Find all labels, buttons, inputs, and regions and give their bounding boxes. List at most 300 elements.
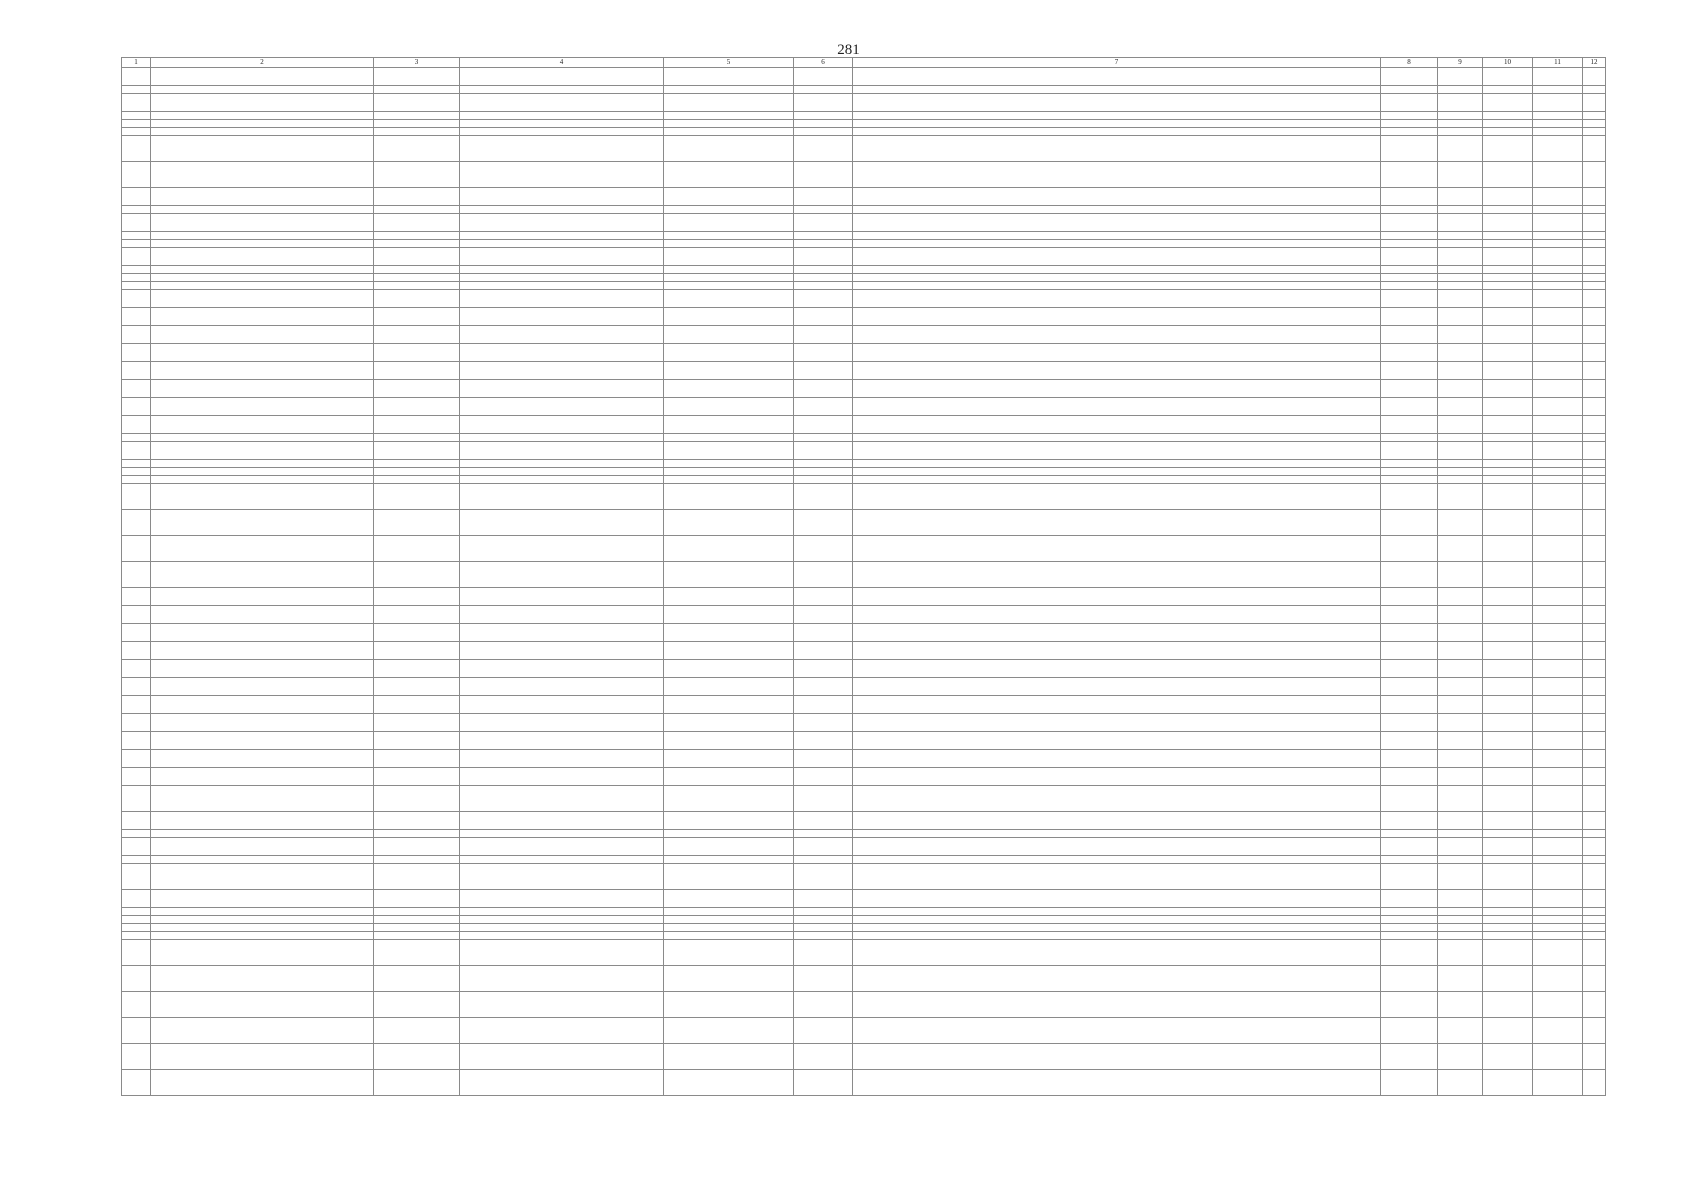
table-cell	[460, 1018, 664, 1044]
table-cell	[374, 120, 460, 128]
table-cell	[853, 188, 1381, 206]
table-cell	[1483, 68, 1533, 86]
table-cell	[122, 660, 151, 678]
table-cell	[151, 442, 374, 460]
table-row	[122, 380, 1606, 398]
table-cell	[1438, 476, 1483, 484]
table-cell	[122, 94, 151, 112]
table-cell	[1438, 940, 1483, 966]
table-cell	[1438, 1070, 1483, 1096]
table-cell	[1438, 380, 1483, 398]
table-cell	[374, 838, 460, 856]
table-cell	[122, 86, 151, 94]
table-cell	[1533, 786, 1583, 812]
table-cell	[1381, 460, 1438, 468]
table-cell	[374, 214, 460, 232]
table-cell	[1483, 460, 1533, 468]
table-cell	[794, 932, 853, 940]
table-row	[122, 1070, 1606, 1096]
table-cell	[460, 966, 664, 992]
table-cell	[853, 916, 1381, 924]
table-cell	[374, 442, 460, 460]
table-cell	[122, 606, 151, 624]
table-cell	[1483, 786, 1533, 812]
table-row	[122, 992, 1606, 1018]
table-cell	[664, 908, 794, 916]
table-cell	[151, 362, 374, 380]
table-cell	[151, 642, 374, 660]
table-cell	[664, 916, 794, 924]
table-cell	[664, 214, 794, 232]
table-row	[122, 916, 1606, 924]
table-cell	[1483, 188, 1533, 206]
table-cell	[1583, 812, 1606, 830]
table-cell	[122, 308, 151, 326]
table-cell	[374, 68, 460, 86]
table-cell	[460, 94, 664, 112]
table-cell	[794, 838, 853, 856]
table-cell	[374, 344, 460, 362]
table-cell	[151, 248, 374, 266]
table-cell	[1483, 966, 1533, 992]
table-row	[122, 476, 1606, 484]
table-cell	[1583, 468, 1606, 476]
table-cell	[460, 484, 664, 510]
table-cell	[1533, 362, 1583, 380]
table-cell	[151, 856, 374, 864]
table-cell	[1438, 136, 1483, 162]
table-cell	[122, 476, 151, 484]
table-cell	[151, 206, 374, 214]
table-cell	[664, 476, 794, 484]
table-cell	[1381, 416, 1438, 434]
table-cell	[1533, 606, 1583, 624]
table-cell	[1438, 750, 1483, 768]
table-cell	[1483, 232, 1533, 240]
table-cell	[151, 274, 374, 282]
table-cell	[1533, 768, 1583, 786]
table-row	[122, 214, 1606, 232]
table-cell	[1381, 188, 1438, 206]
table-cell	[1583, 606, 1606, 624]
table-cell	[664, 266, 794, 274]
table-row	[122, 86, 1606, 94]
table-cell	[1533, 588, 1583, 606]
table-cell	[853, 344, 1381, 362]
table-cell	[1381, 1044, 1438, 1070]
table-cell	[1381, 830, 1438, 838]
table-row	[122, 274, 1606, 282]
table-cell	[374, 908, 460, 916]
table-cell	[1438, 282, 1483, 290]
table-cell	[122, 290, 151, 308]
table-cell	[853, 274, 1381, 282]
table-cell	[853, 468, 1381, 476]
table-cell	[1483, 240, 1533, 248]
table-cell	[1381, 812, 1438, 830]
table-row	[122, 120, 1606, 128]
table-cell	[664, 510, 794, 536]
table-cell	[1438, 678, 1483, 696]
table-cell	[460, 68, 664, 86]
table-cell	[1483, 266, 1533, 274]
table-cell	[794, 510, 853, 536]
table-cell	[1583, 282, 1606, 290]
table-row	[122, 924, 1606, 932]
table-cell	[460, 128, 664, 136]
table-cell	[1381, 266, 1438, 274]
table-cell	[1583, 966, 1606, 992]
table-cell	[794, 890, 853, 908]
table-cell	[1483, 248, 1533, 266]
table-cell	[460, 714, 664, 732]
table-row	[122, 344, 1606, 362]
table-cell	[794, 856, 853, 864]
table-cell	[122, 240, 151, 248]
table-cell	[460, 908, 664, 916]
table-cell	[853, 890, 1381, 908]
table-cell	[1533, 416, 1583, 434]
table-cell	[122, 890, 151, 908]
table-cell	[1583, 434, 1606, 442]
table-cell	[374, 86, 460, 94]
table-cell	[1533, 714, 1583, 732]
table-cell	[1583, 240, 1606, 248]
table-cell	[1483, 588, 1533, 606]
table-cell	[151, 484, 374, 510]
table-cell	[1533, 856, 1583, 864]
table-cell	[122, 120, 151, 128]
table-cell	[1381, 992, 1438, 1018]
table-cell	[1483, 94, 1533, 112]
table-cell	[664, 1070, 794, 1096]
table-cell	[1483, 812, 1533, 830]
table-cell	[1583, 68, 1606, 86]
table-cell	[1381, 344, 1438, 362]
table-cell	[664, 362, 794, 380]
table-cell	[853, 112, 1381, 120]
table-cell	[794, 434, 853, 442]
table-cell	[122, 248, 151, 266]
table-cell	[1381, 308, 1438, 326]
table-cell	[853, 786, 1381, 812]
table-cell	[1583, 484, 1606, 510]
table-cell	[794, 732, 853, 750]
table-cell	[122, 732, 151, 750]
table-cell	[794, 112, 853, 120]
table-cell	[122, 232, 151, 240]
table-cell	[664, 442, 794, 460]
table-cell	[460, 232, 664, 240]
table-cell	[122, 266, 151, 274]
table-cell	[460, 940, 664, 966]
table-cell	[151, 162, 374, 188]
table-cell	[1381, 924, 1438, 932]
table-cell	[122, 282, 151, 290]
table-cell	[1381, 468, 1438, 476]
table-row	[122, 248, 1606, 266]
table-cell	[794, 240, 853, 248]
table-cell	[794, 274, 853, 282]
table-cell	[1533, 86, 1583, 94]
table-cell	[1438, 696, 1483, 714]
table-cell	[122, 1018, 151, 1044]
table-cell	[1438, 588, 1483, 606]
table-cell	[794, 206, 853, 214]
table-cell	[794, 908, 853, 916]
table-cell	[853, 214, 1381, 232]
table-cell	[1583, 924, 1606, 932]
table-cell	[374, 864, 460, 890]
table-cell	[1583, 838, 1606, 856]
table-cell	[374, 362, 460, 380]
table-cell	[374, 232, 460, 240]
table-cell	[374, 714, 460, 732]
table-cell	[151, 660, 374, 678]
table-cell	[1533, 460, 1583, 468]
table-cell	[1381, 890, 1438, 908]
table-cell	[460, 864, 664, 890]
table-cell	[1438, 266, 1483, 274]
table-body	[122, 68, 1606, 1096]
table-cell	[794, 1044, 853, 1070]
table-cell	[1533, 380, 1583, 398]
table-cell	[1583, 398, 1606, 416]
table-cell	[1533, 240, 1583, 248]
table-cell	[374, 266, 460, 274]
table-cell	[664, 460, 794, 468]
table-cell	[1583, 908, 1606, 916]
table-cell	[1583, 266, 1606, 274]
table-cell	[374, 606, 460, 624]
table-cell	[853, 510, 1381, 536]
table-cell	[122, 128, 151, 136]
table-row	[122, 768, 1606, 786]
table-cell	[1438, 992, 1483, 1018]
table-cell	[794, 786, 853, 812]
table-cell	[853, 750, 1381, 768]
table-cell	[1483, 932, 1533, 940]
table-row	[122, 188, 1606, 206]
table-row	[122, 128, 1606, 136]
table-cell	[664, 966, 794, 992]
table-cell	[664, 308, 794, 326]
table-cell	[794, 484, 853, 510]
table-cell	[460, 750, 664, 768]
table-cell	[1533, 966, 1583, 992]
table-row	[122, 890, 1606, 908]
table-cell	[1483, 362, 1533, 380]
table-row	[122, 1044, 1606, 1070]
table-cell	[794, 830, 853, 838]
table-cell	[1438, 924, 1483, 932]
table-cell	[1583, 442, 1606, 460]
table-cell	[853, 812, 1381, 830]
table-cell	[460, 344, 664, 362]
table-cell	[151, 732, 374, 750]
table-cell	[664, 86, 794, 94]
table-cell	[1381, 750, 1438, 768]
table-cell	[664, 188, 794, 206]
table-cell	[151, 562, 374, 588]
table-cell	[1381, 732, 1438, 750]
table-cell	[1583, 460, 1606, 468]
table-cell	[151, 908, 374, 916]
table-cell	[1533, 696, 1583, 714]
table-cell	[664, 398, 794, 416]
table-row	[122, 856, 1606, 864]
table-cell	[1533, 162, 1583, 188]
table-cell	[122, 966, 151, 992]
table-cell	[794, 162, 853, 188]
table-cell	[460, 86, 664, 94]
table-cell	[664, 68, 794, 86]
table-cell	[664, 282, 794, 290]
table-cell	[664, 786, 794, 812]
table-cell	[1533, 274, 1583, 282]
table-cell	[122, 344, 151, 362]
table-cell	[1483, 864, 1533, 890]
table-cell	[151, 232, 374, 240]
table-cell	[460, 924, 664, 932]
table-cell	[460, 468, 664, 476]
table-cell	[374, 830, 460, 838]
table-cell	[460, 678, 664, 696]
table-row	[122, 606, 1606, 624]
table-cell	[1483, 308, 1533, 326]
table-cell	[1381, 434, 1438, 442]
table-cell	[1533, 398, 1583, 416]
column-number: 8	[1381, 58, 1438, 68]
table-cell	[1438, 786, 1483, 812]
table-cell	[151, 864, 374, 890]
table-cell	[151, 750, 374, 768]
table-cell	[1381, 786, 1438, 812]
table-row	[122, 786, 1606, 812]
table-cell	[1381, 768, 1438, 786]
table-cell	[374, 562, 460, 588]
table-cell	[1438, 162, 1483, 188]
table-cell	[794, 266, 853, 274]
table-cell	[1583, 536, 1606, 562]
table-cell	[122, 864, 151, 890]
table-cell	[1533, 908, 1583, 916]
table-cell	[1483, 830, 1533, 838]
table-cell	[460, 188, 664, 206]
table-cell	[1583, 308, 1606, 326]
table-row	[122, 714, 1606, 732]
table-cell	[1533, 830, 1583, 838]
table-cell	[853, 924, 1381, 932]
table-cell	[1533, 68, 1583, 86]
table-cell	[1583, 624, 1606, 642]
table-cell	[1438, 562, 1483, 588]
table-cell	[122, 416, 151, 434]
table-cell	[664, 1018, 794, 1044]
table-cell	[1533, 536, 1583, 562]
table-cell	[374, 1044, 460, 1070]
table-cell	[853, 1044, 1381, 1070]
table-cell	[374, 992, 460, 1018]
table-cell	[1583, 932, 1606, 940]
table-cell	[664, 924, 794, 932]
table-cell	[460, 442, 664, 460]
table-cell	[122, 380, 151, 398]
table-cell	[374, 188, 460, 206]
table-cell	[1583, 94, 1606, 112]
table-cell	[122, 812, 151, 830]
table-cell	[1533, 266, 1583, 274]
table-cell	[1483, 290, 1533, 308]
table-cell	[794, 536, 853, 562]
table-cell	[374, 642, 460, 660]
table-cell	[853, 206, 1381, 214]
table-cell	[664, 344, 794, 362]
table-cell	[122, 1044, 151, 1070]
table-cell	[374, 932, 460, 940]
table-cell	[151, 86, 374, 94]
table-cell	[151, 128, 374, 136]
table-cell	[794, 714, 853, 732]
table-cell	[1438, 274, 1483, 282]
table-cell	[1483, 678, 1533, 696]
table-cell	[1438, 214, 1483, 232]
table-cell	[664, 696, 794, 714]
table-cell	[1533, 642, 1583, 660]
table-cell	[1483, 750, 1533, 768]
table-cell	[1381, 162, 1438, 188]
table-cell	[460, 916, 664, 924]
table-cell	[853, 308, 1381, 326]
table-cell	[122, 588, 151, 606]
table-cell	[1533, 136, 1583, 162]
table-cell	[1438, 248, 1483, 266]
table-cell	[374, 536, 460, 562]
table-cell	[374, 398, 460, 416]
table-cell	[1438, 484, 1483, 510]
table-cell	[1483, 282, 1533, 290]
table-cell	[460, 460, 664, 468]
table-cell	[1483, 562, 1533, 588]
table-cell	[122, 696, 151, 714]
table-cell	[122, 786, 151, 812]
table-cell	[1483, 206, 1533, 214]
table-row	[122, 266, 1606, 274]
table-cell	[151, 966, 374, 992]
column-number: 12	[1583, 58, 1606, 68]
table-cell	[374, 768, 460, 786]
table-cell	[1483, 128, 1533, 136]
table-row	[122, 624, 1606, 642]
table-cell	[1583, 112, 1606, 120]
table-row	[122, 966, 1606, 992]
table-row	[122, 510, 1606, 536]
table-cell	[1533, 484, 1583, 510]
table-cell	[1533, 188, 1583, 206]
table-cell	[1438, 660, 1483, 678]
table-cell	[664, 838, 794, 856]
table-cell	[1381, 856, 1438, 864]
table-cell	[374, 510, 460, 536]
table-cell	[460, 1070, 664, 1096]
table-cell	[1438, 86, 1483, 94]
table-cell	[151, 120, 374, 128]
table-cell	[1583, 120, 1606, 128]
table-cell	[1483, 660, 1533, 678]
table-cell	[460, 1044, 664, 1070]
table-cell	[460, 240, 664, 248]
table-cell	[1583, 290, 1606, 308]
